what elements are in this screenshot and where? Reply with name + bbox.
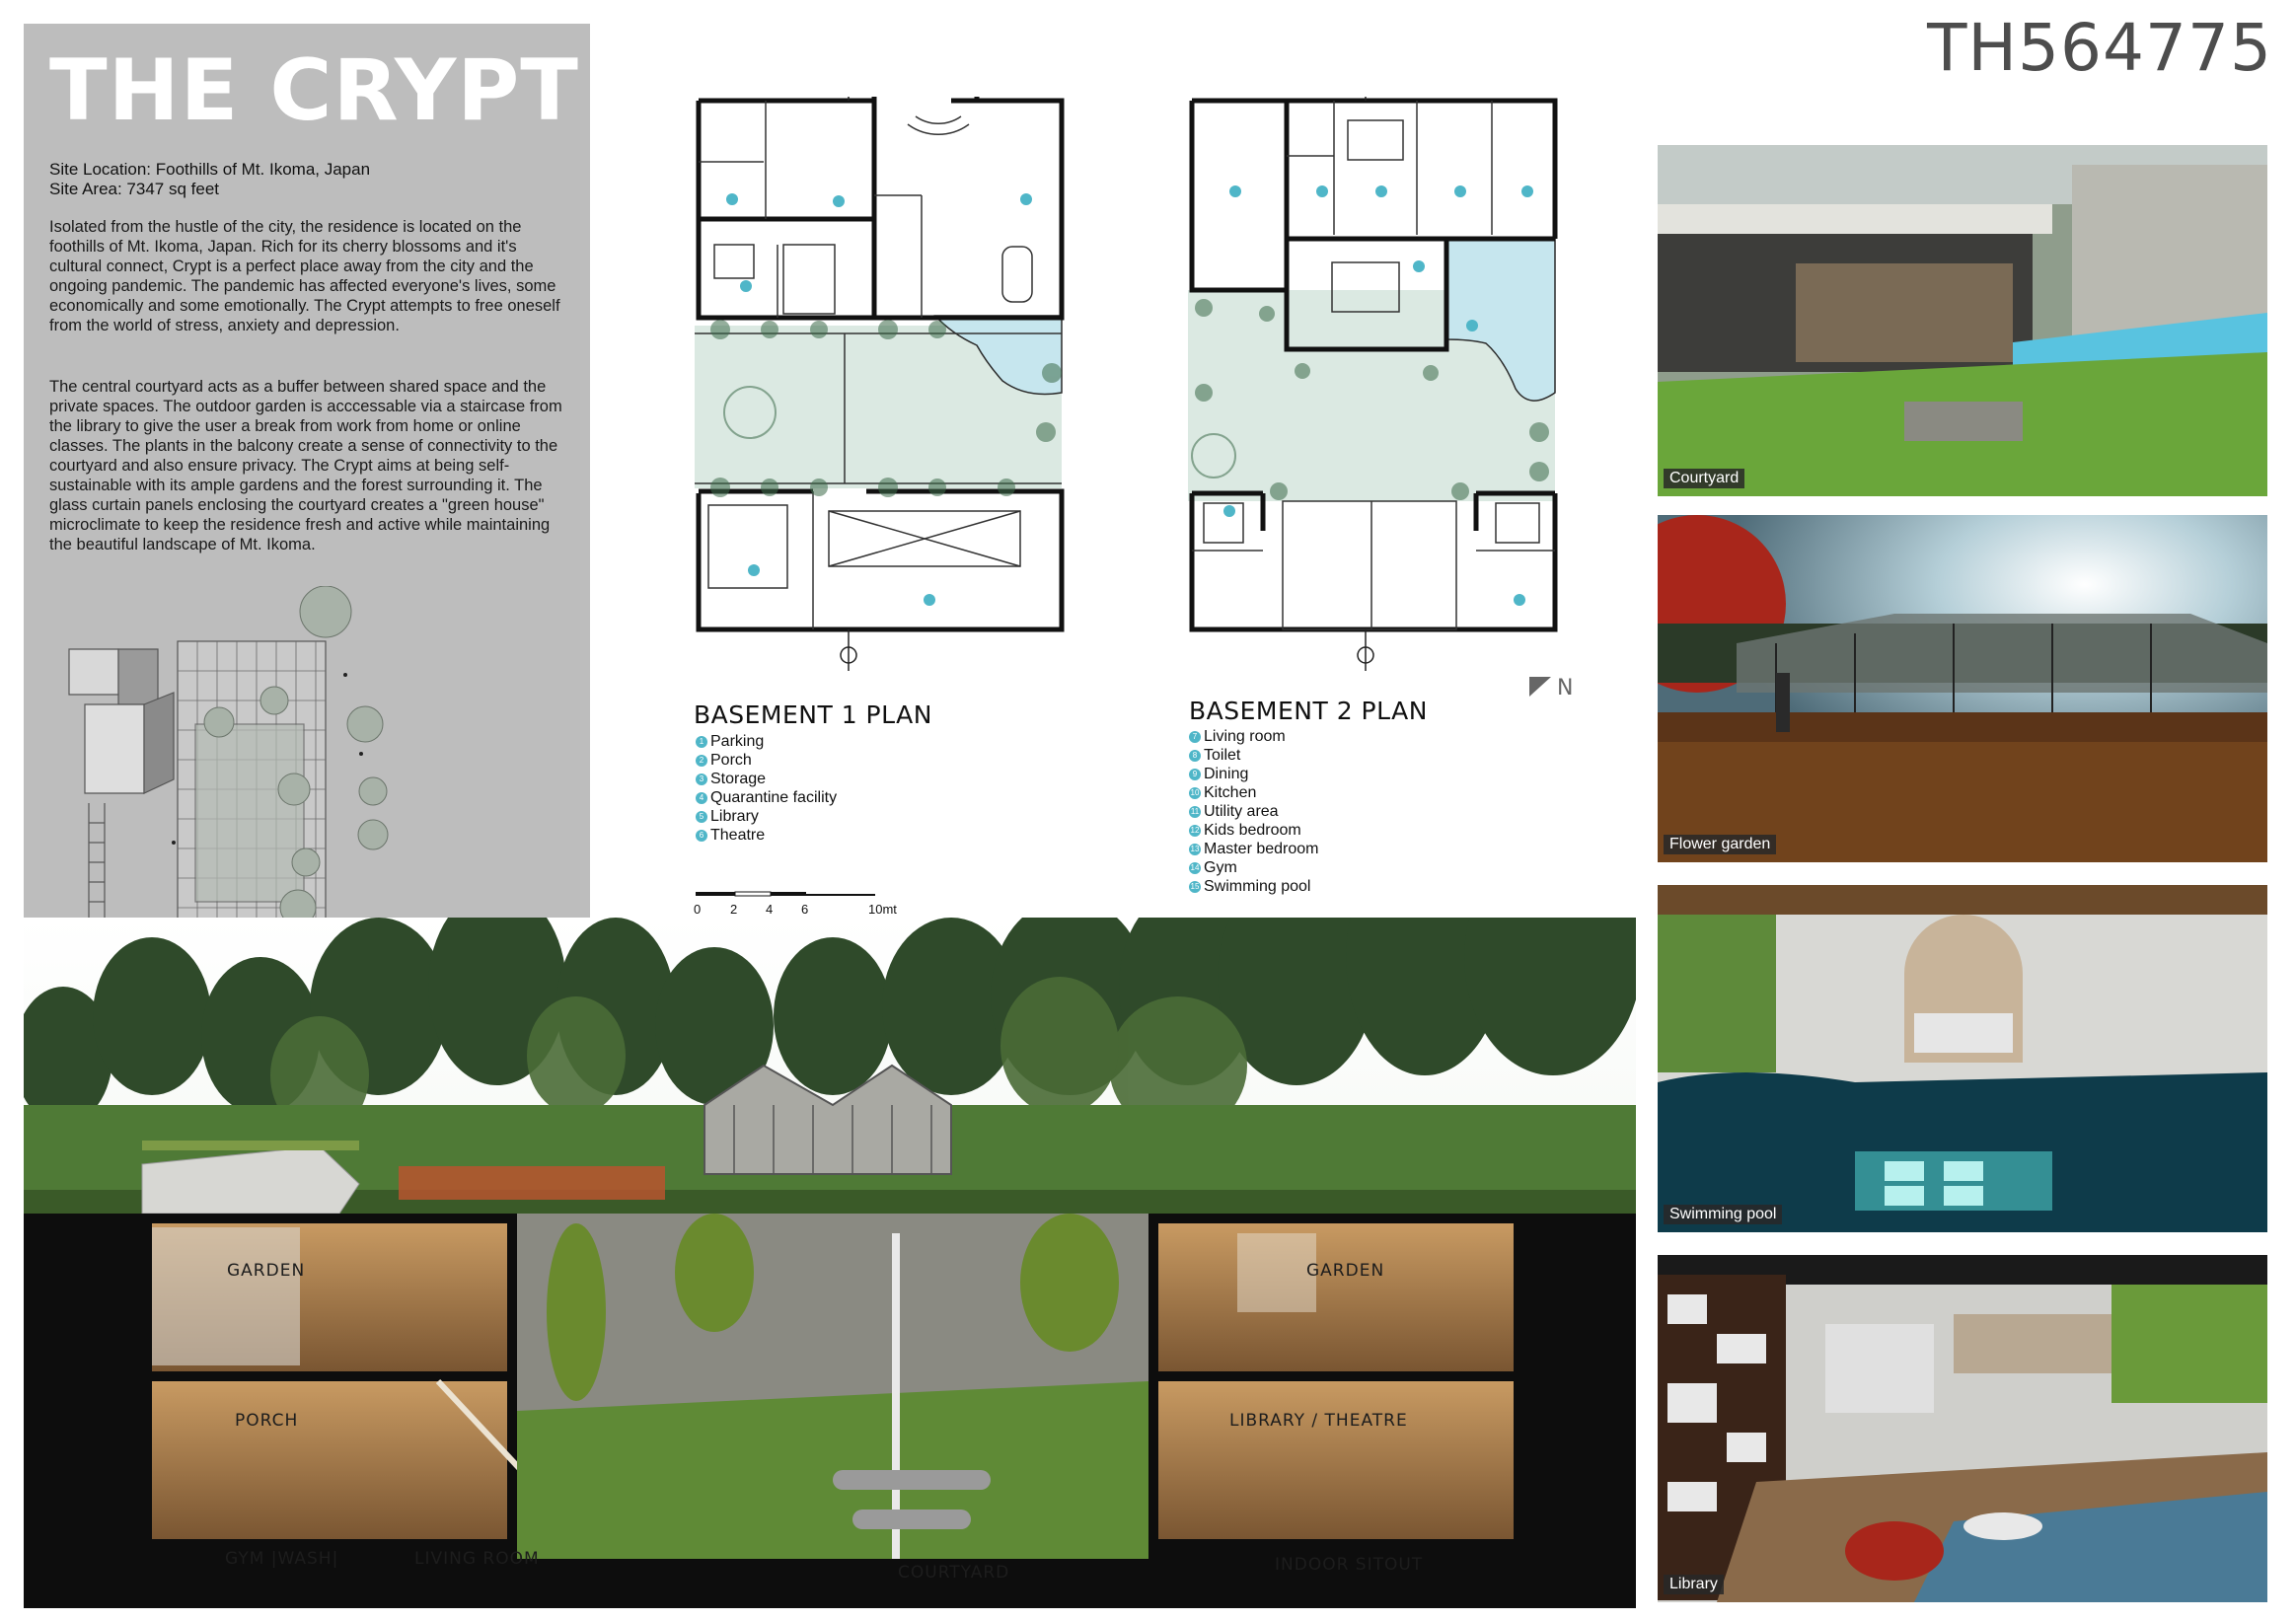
legend-number: 6 <box>696 830 707 842</box>
section-render <box>24 918 1636 1608</box>
scale-bar <box>691 886 888 902</box>
legend-item <box>1189 821 1319 840</box>
basement-1-plan-drawing <box>691 97 1085 679</box>
legend-label: Parking <box>710 733 765 750</box>
label-garden-right: GARDEN <box>1306 1261 1385 1281</box>
legend-label: Master bedroom <box>1204 841 1319 857</box>
legend-item <box>1189 783 1319 802</box>
legend-number: 4 <box>696 792 707 804</box>
info-panel <box>24 24 590 941</box>
legend-item <box>1189 765 1319 783</box>
legend-label: Kitchen <box>1204 784 1257 801</box>
legend-item <box>696 807 837 826</box>
legend-number: 13 <box>1190 845 1200 853</box>
label-living-room: LIVING ROOM <box>414 1549 540 1569</box>
label-library-theatre: LIBRARY / THEATRE <box>1229 1411 1408 1431</box>
legend-label: Dining <box>1204 766 1249 782</box>
board-id: TH564775 <box>1927 10 2272 86</box>
legend-number: 12 <box>1190 826 1200 835</box>
legend-label: Library <box>710 808 759 825</box>
site-info <box>49 160 370 199</box>
legend-item <box>1189 858 1319 877</box>
scale-tick: 2 <box>730 902 738 917</box>
site-area: Site Area: 7347 sq feet <box>49 180 220 198</box>
legend-label: Theatre <box>710 827 766 844</box>
swimming-pool-image <box>1658 885 2267 1232</box>
render-label: Swimming pool <box>1664 1205 1782 1224</box>
label-porch: PORCH <box>235 1411 299 1431</box>
legend-label: Kids bedroom <box>1204 822 1301 839</box>
basement-1-title: BASEMENT 1 PLAN <box>694 700 932 729</box>
flower-garden-image <box>1658 515 2267 862</box>
legend-label: Utility area <box>1204 803 1279 820</box>
scale-tick: 6 <box>801 902 809 917</box>
legend-item <box>696 770 837 788</box>
legend-label: Toilet <box>1204 747 1241 764</box>
legend-number: 14 <box>1190 863 1200 872</box>
label-garden-left: GARDEN <box>227 1261 306 1281</box>
render-label: Flower garden <box>1664 835 1776 854</box>
render-flower-garden <box>1658 515 2267 862</box>
legend-number: 10 <box>1190 788 1200 797</box>
render-library <box>1658 1255 2267 1602</box>
legend-number: 9 <box>1189 769 1201 780</box>
description-paragraph-1: Isolated from the hustle of the city, the residence is located on the foothills of Mt. Ikoma, Japan. Rich for its cherry blossoms and it's cultural connect, Crypt is a perfect place away from the city and the ongoing pandemic. The pandemic has affected everyone's lives, some economically and some emotionally. The Crypt attempts to free oneself from the world of stress, anxiety and depression. <box>49 218 560 334</box>
library-image <box>1658 1255 2267 1602</box>
north-label: N <box>1557 676 1574 700</box>
scale-tick: 0 <box>694 902 702 917</box>
scale-tick: 10mt <box>868 902 897 917</box>
legend-item <box>1189 802 1319 821</box>
basement-1-legend <box>696 732 837 845</box>
site-location: Site Location: Foothills of Mt. Ikoma, Japan <box>49 160 371 179</box>
legend-label: Swimming pool <box>1204 878 1311 895</box>
legend-number: 1 <box>696 736 707 748</box>
basement-2-title: BASEMENT 2 PLAN <box>1189 697 1428 725</box>
legend-label: Living room <box>1204 728 1286 745</box>
basement-2-legend <box>1189 727 1319 896</box>
legend-item <box>1189 877 1319 896</box>
render-label: Library <box>1664 1575 1724 1594</box>
label-gym: GYM |WASH| <box>225 1549 339 1569</box>
legend-number: 8 <box>1189 750 1201 762</box>
label-indoor-sitout: INDOOR SITOUT <box>1275 1555 1424 1575</box>
legend-item <box>696 826 837 845</box>
north-arrow-icon <box>1527 673 1587 702</box>
scale-tick: 4 <box>766 902 774 917</box>
legend-item <box>696 732 837 751</box>
legend-number: 7 <box>1189 731 1201 743</box>
render-courtyard <box>1658 145 2267 496</box>
label-courtyard: COURTYARD <box>898 1563 1010 1583</box>
basement-2-plan-drawing <box>1184 97 1579 679</box>
legend-label: Gym <box>1204 859 1237 876</box>
legend-number: 15 <box>1190 882 1200 891</box>
legend-item <box>696 751 837 770</box>
description-paragraph-2: The central courtyard acts as a buffer between shared space and the private spaces. The outdoor garden is acccessable via a staircase from the library to give the user a break from work from home or online classes. The plants in the balcony create a sense of connectivity to the courtyard and also ensure privacy. The Crypt aims at being self-sustainable with its ample gardens and the forest surrounding it. The glass curtain panels enclosing the courtyard creates a "green house" microclimate to keep the residence fresh and active while maintaining the beautiful landscape of Mt. Ikoma. <box>49 378 562 553</box>
legend-number: 3 <box>696 774 707 785</box>
render-swimming-pool <box>1658 885 2267 1232</box>
legend-number: 2 <box>696 755 707 767</box>
legend-label: Quarantine facility <box>710 789 838 806</box>
legend-number: 5 <box>696 811 707 823</box>
legend-item <box>696 788 837 807</box>
project-title: THE CRYPT <box>49 41 579 140</box>
courtyard-image <box>1658 145 2267 496</box>
legend-label: Storage <box>710 771 767 787</box>
legend-item <box>1189 746 1319 765</box>
legend-number: 11 <box>1190 807 1200 816</box>
render-label: Courtyard <box>1664 469 1744 488</box>
legend-item <box>1189 840 1319 858</box>
legend-label: Porch <box>710 752 752 769</box>
legend-item <box>1189 727 1319 746</box>
